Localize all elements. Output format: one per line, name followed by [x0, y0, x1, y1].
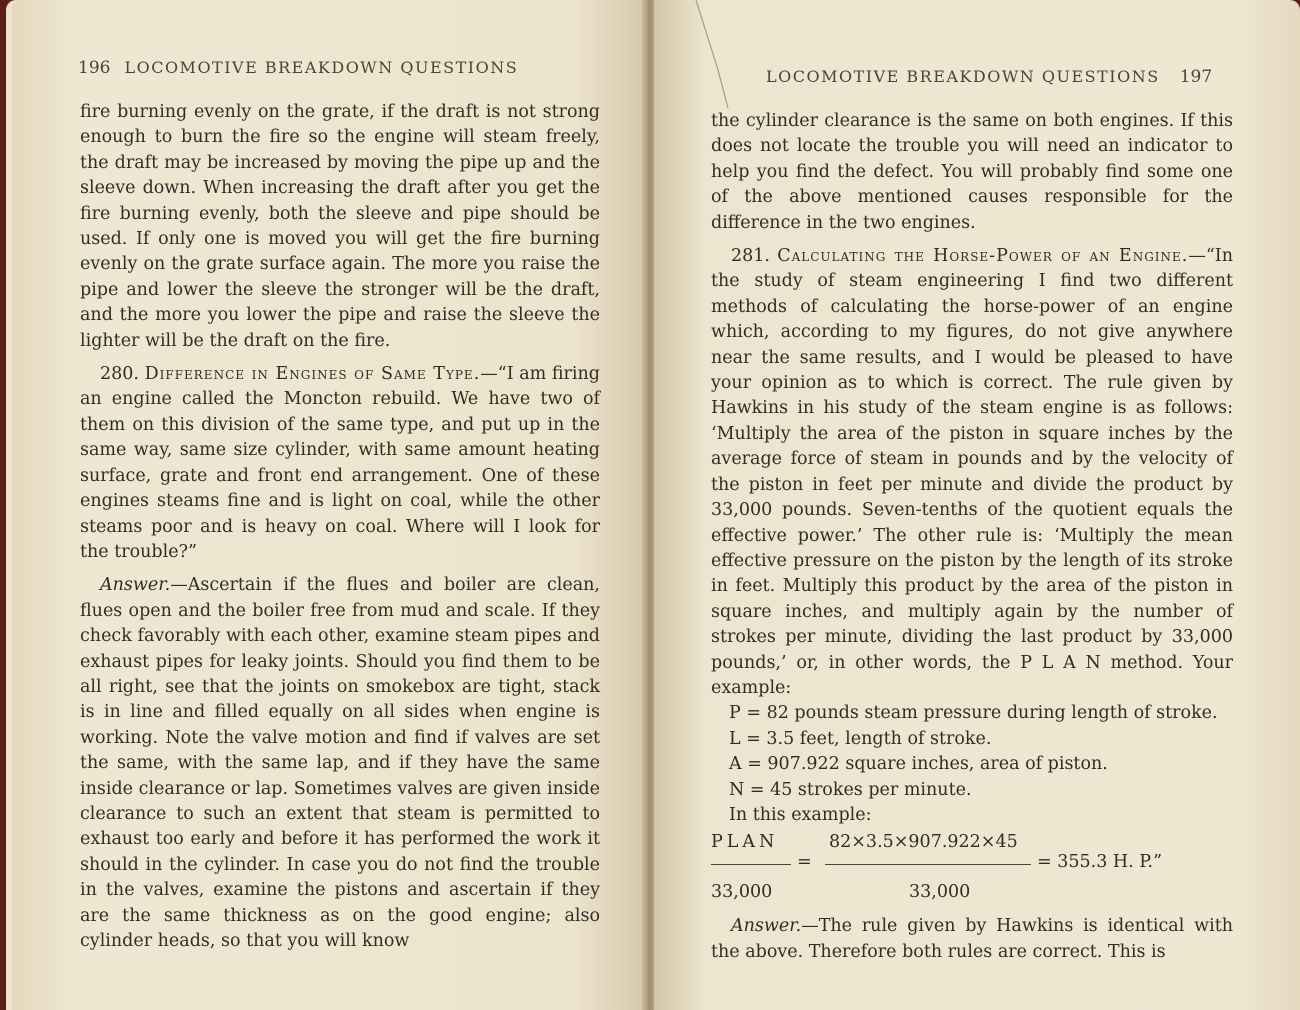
- answer-280: [80, 573, 600, 954]
- answer-280-text: —Ascertain if the flues and boiler are clean, flues open and the boiler free from mud and scale. If they check favorably with each other, examine steam pipes and exhaust pipes for leaky joints. Should you find them to be all right, see that the joints on smokebox are tight, stack is in line and filled equally on all sides when engine is working. Note the valve motion and find if valves are set the same, with the same lap, and if they have the same inside clearance or lap. Sometimes valves are given inside clearance to such an extent that steam is permitted to exhaust too early and before it has performed the work it should in the cylinder. In case you do not find the trouble in the valves, examine the pistons and ascertain if they are the same thickness as on the good engine; also cylinder heads, so that you will know: [80, 575, 600, 951]
- answer-281-text: —The rule given by Hawkins is identical with the above. Therefore both rules are correct. This is: [711, 916, 1233, 962]
- left-page: [12, 0, 648, 1010]
- answer-281-label: Answer.: [731, 916, 802, 937]
- left-page-header: [78, 58, 518, 78]
- answer-280-label: Answer.: [100, 575, 171, 596]
- formula-line-a: A = 907.922 square inches, area of piston.: [729, 754, 1108, 775]
- question-280-number: 280.: [100, 364, 139, 385]
- calc-denominator-right: 33,000: [909, 882, 971, 903]
- question-280-text: —“I am firing an engine called the Moncton rebuild. We have two of them on this division of the same type, and put up in the same way, same size cylinder, with same amount heating surface, grate and front end arrangement. One of these engines steams fine and is light on coal, while the other steams poor and is heavy on coal. Where will I look for the trouble?”: [80, 364, 600, 562]
- right-page: [654, 0, 1300, 1010]
- question-281-number: 281.: [731, 246, 770, 267]
- question-281-text: —“In the study of steam engineering I find two different methods of calculating the horse-power of an engine which, according to my figures, do not give anywhere near the same results, and I would be pleased to have your opinion as to which is correct. The rule given by Hawkins in his study of the steam engine is as follows: ‘Multiply the area of the piston in square inches by the average force of steam in pounds and by the velocity of the piston in feet per minute and divide the product by 33,000 pounds. Seven-tenths of the quotient equals the effective power.’ The other rule is: ‘Multiply the mean effective pressure on the piston by the length of its stroke in feet. Multiply this product by the area of the piston in square inches, and multiply again by the number of strokes per minute, dividing the last product by 33,000 pounds,’ or, in other words, the P L A N method. Your example:: [711, 246, 1233, 698]
- left-continuation-paragraph: fire burning evenly on the grate, if the draft is not strong enough to burn the fire so the engine will steam freely, the draft may be increased by moving the pipe up and the sleeve down. When increasing the draft after you get the fire burning evenly, both the sleeve and pipe should be used. If only one is moved you will get the fire burning evenly on the grate surface again. The more you raise the pipe and lower the sleeve the stronger will be the draft, and the more you lower the pipe and raise the sleeve the lighter will be the draft on the fire.: [80, 102, 600, 351]
- book-spread: [6, 0, 1294, 1010]
- calc-plan-label: PLAN: [711, 832, 779, 853]
- horsepower-calculation: [711, 830, 1233, 906]
- right-page-body: [711, 109, 1233, 965]
- left-page-number: 196: [78, 58, 111, 78]
- formula-line-n: N = 45 strokes per minute.: [729, 779, 972, 800]
- formula-line-p: P = 82 pounds steam pressure during length of stroke.: [729, 703, 1218, 724]
- formula-line-l: L = 3.5 feet, length of stroke.: [729, 728, 992, 749]
- calc-denominator-left: 33,000: [711, 882, 773, 903]
- right-continuation-paragraph: the cylinder clearance is the same on both engines. If this does not locate the trouble you will need an indicator to help you find the defect. You will probably find some one of the above mentioned causes responsible for the difference in the two engines.: [711, 111, 1233, 233]
- calc-result: = 355.3 H. P.”: [1037, 852, 1163, 873]
- right-running-title: LOCOMOTIVE BREAKDOWN QUESTIONS: [766, 67, 1160, 86]
- fraction-bar-right: [825, 864, 1031, 865]
- question-281-heading: Calculating the Horse-Power of an Engine.: [777, 246, 1189, 267]
- left-running-title: LOCOMOTIVE BREAKDOWN QUESTIONS: [124, 58, 519, 77]
- page-crease-mark: [694, 0, 734, 110]
- question-280: [80, 362, 600, 565]
- calc-equals: =: [797, 852, 812, 873]
- right-page-number: 197: [1179, 67, 1213, 87]
- formula-line-example: In this example:: [729, 804, 872, 825]
- question-281: [711, 244, 1233, 701]
- calc-expression: 82×3.5×907.922×45: [829, 832, 1018, 853]
- fraction-bar-left: [711, 864, 791, 865]
- right-page-header: [766, 67, 1212, 87]
- left-page-body: [80, 100, 600, 954]
- question-280-heading: Difference in Engines of Same Type.: [144, 364, 481, 385]
- answer-281: [711, 914, 1233, 965]
